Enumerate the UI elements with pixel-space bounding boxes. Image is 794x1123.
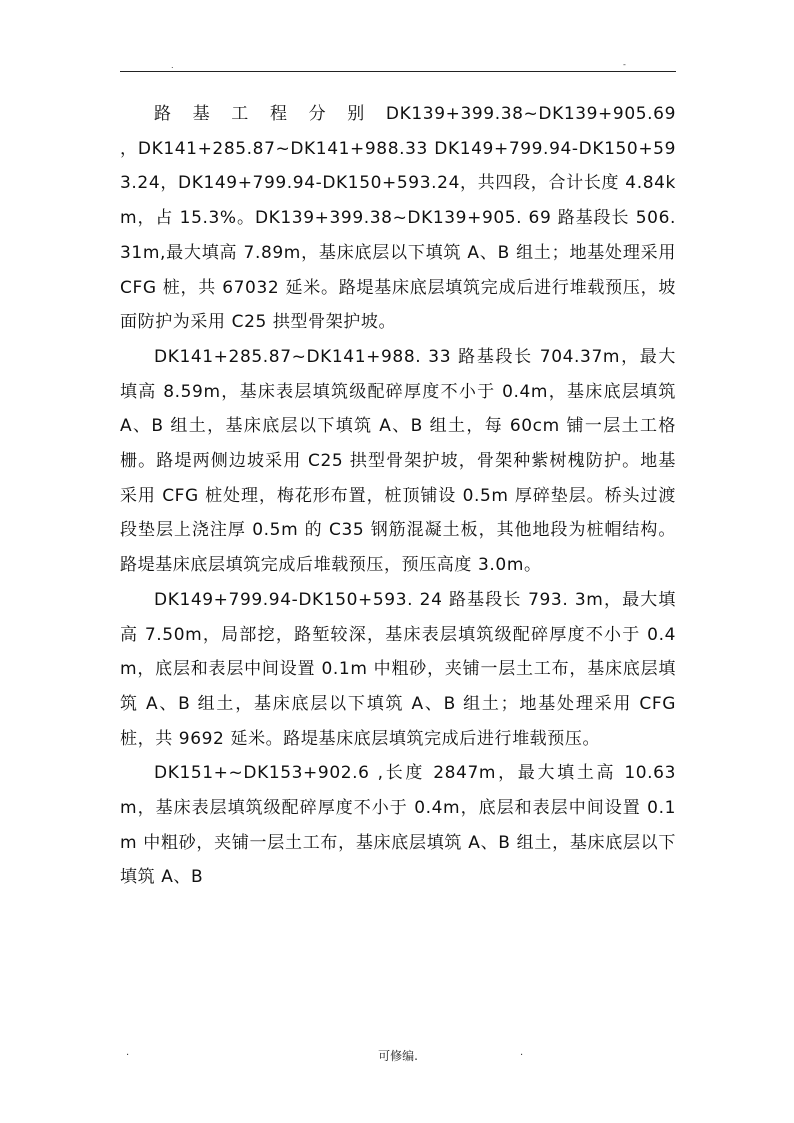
- paragraph-subgrade-overview: 路 基 工 程 分 别 DK139+399.38~DK139+905.69 ，DK141+285.87~DK141+988.33 DK149+799.94-DK150+593.24，DK149+799.94-DK150+593.24，共四段，合计长度 4.84km，占 15.3%。DK139+399.38~DK139+905. 69 路基段长 506.31m,最大填高 7.89m，基床底层以下填筑 A、B 组土；地基处理采用 CFG 桩，共 67032 延米。路堤基床底层填筑完成后进行堆载预压，坡面防护为采用 C25 拱型骨架护坡。: [120, 104, 729, 333]
- paragraph-section-dk149: DK149+799.94-DK150+593. 24 路基段长 793. 3m，最大填高 7.50m，局部挖，路堑较深，基床表层填筑级配碎厚度不小于 0.4m，底层和表层中间设置 0.1m 中粗砂，夹铺一层土工布，基床底层填筑 A、B 组土，基床底层以下填筑 A、B 组土；地基处理采用 CFG 桩，共 9692 延米。路堤基床底层填筑完成后进行堆载预压。: [120, 589, 683, 749]
- paragraph-section-dk141: DK141+285.87~DK141+988. 33 路基段长 704.37m，最大填高 8.59m，基床表层填筑级配碎厚度不小于 0.4m，基床底层填筑 A、B 组土，基床底层以下填筑 A、B 组土，每 60cm 铺一层土工格栅。路堤两侧边坡采用 C25 拱型骨架护坡，骨架种紫树槐防护。地基采用 CFG 桩处理，梅花形布置，桩顶铺设 0.5m 厚碎垫层。桥头过渡段垫层上浇注厚 0.5m 的 C35 钢筋混凝土板，其他地段为桩帽结构。路堤基床底层填筑完成后堆载预压，预压高度 3.0m。: [120, 346, 683, 576]
- header-rule: [120, 71, 676, 72]
- paragraph-section-dk151: DK151+~DK153+902.6 ,长度 2847m，最大填土高 10.63m，基床表层填筑级配碎厚度不小于 0.4m，底层和表层中间设置 0.1m 中粗砂，夹铺一层土工布，基床底层填筑 A、B 组土，基床底层以下填筑 A、B: [120, 763, 676, 888]
- header-left-mark: .: [171, 61, 174, 70]
- document-body: [120, 97, 729, 895]
- footer-text: 可修编.: [378, 1049, 418, 1063]
- header-right-mark: -: [623, 60, 626, 69]
- footer-right-mark: .: [520, 1047, 524, 1058]
- footer-left-mark: .: [126, 1047, 130, 1058]
- page-footer: [120, 1043, 676, 1063]
